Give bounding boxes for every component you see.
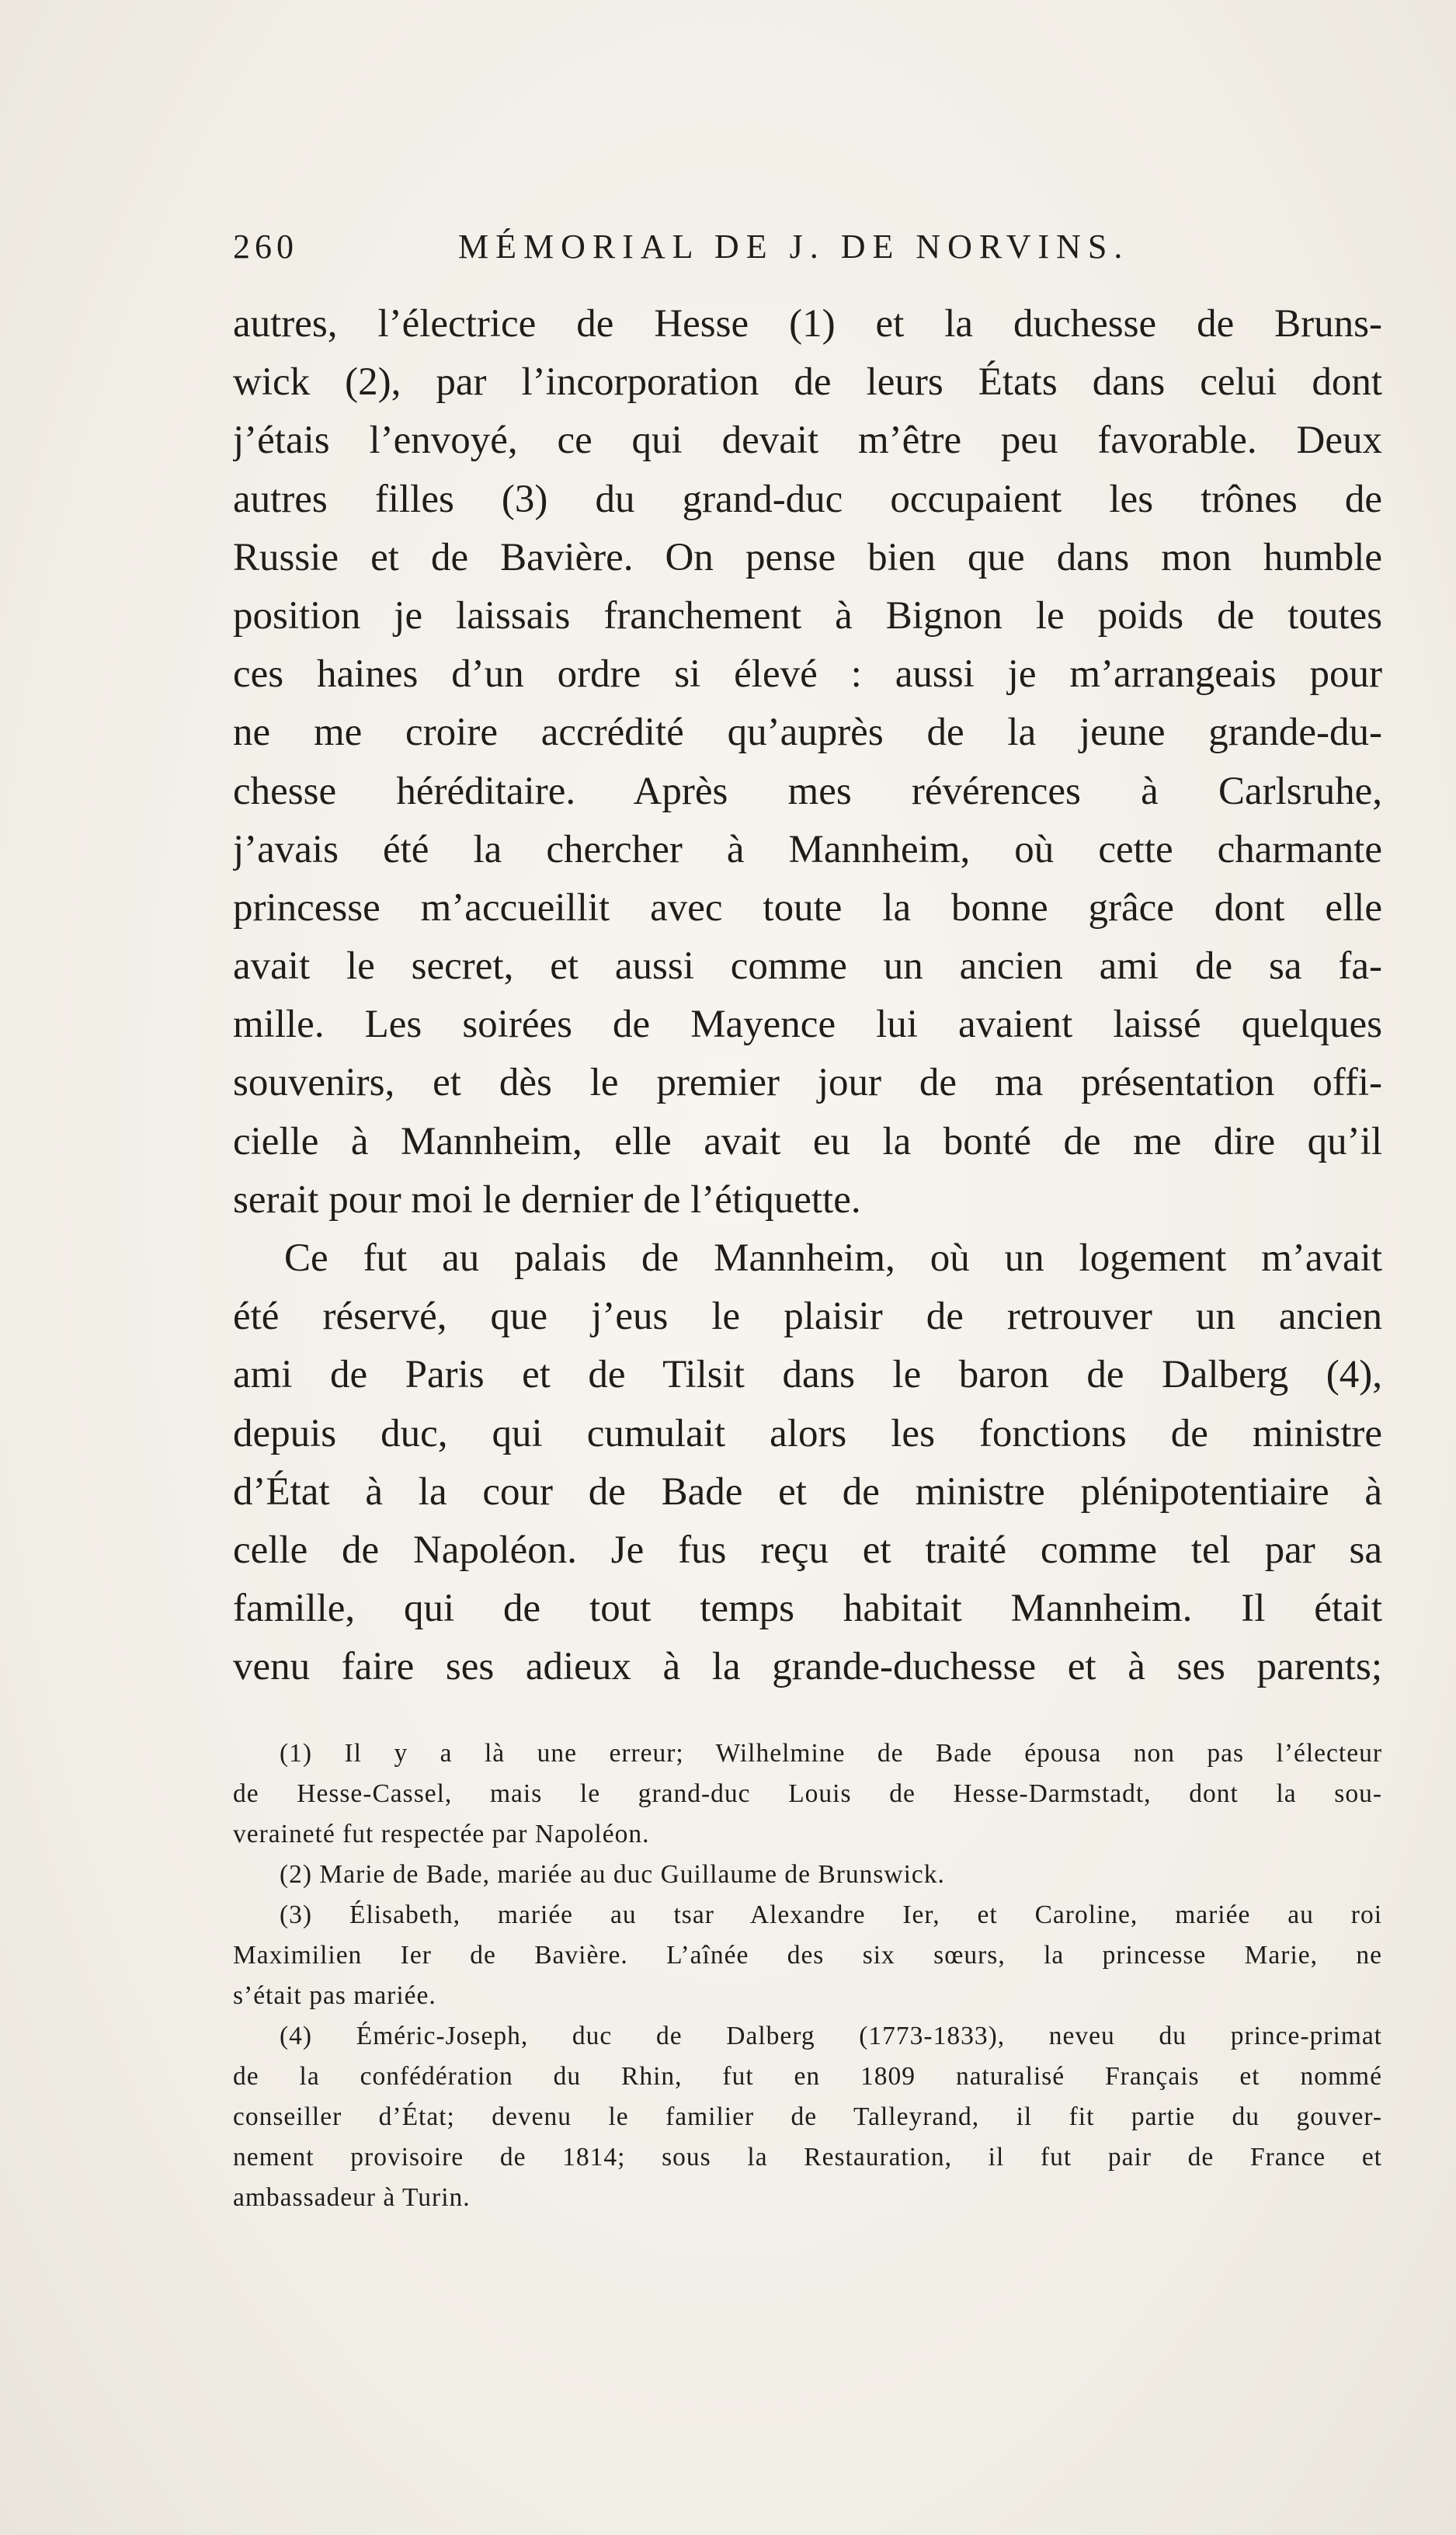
footnote-line: Maximilien Ier de Bavière. L’aînée des six sœurs, la princesse Marie, ne [233,1941,1382,1970]
footnote-line: (1) Il y a là une erreur; Wilhelmine de Bade épousa non pas l’électeur [280,1739,1382,1768]
body-line: été réservé, que j’eus le plaisir de retrouver un ancien [233,1295,1382,1339]
footnote-line: veraineté fut respectée par Napoléon. [233,1820,650,1848]
body-line: Ce fut au palais de Mannheim, où un logement m’avait [284,1236,1382,1280]
body-line: ami de Paris et de Tilsit dans le baron de Dalberg (4), [233,1353,1382,1397]
footnote-line: ambassadeur à Turin. [233,2183,471,2212]
body-line: avait le secret, et aussi comme un ancien ami de sa fa- [233,944,1382,989]
footnotes [233,1733,1382,2218]
footnote-line: de Hesse-Cassel, mais le grand-duc Louis de Hesse-Darmstadt, dont la sou- [233,1779,1382,1808]
body-text [233,295,1382,1697]
running-title: MÉMORIAL DE J. DE NORVINS. [458,228,1130,266]
body-line: ne me croire accrédité qu’auprès de la jeune grande-du- [233,711,1382,755]
footnote-line: de la confédération du Rhin, fut en 1809 naturalisé Français et nommé [233,2062,1382,2091]
footnote-line: (2) Marie de Bade, mariée au duc Guillaume de Brunswick. [280,1860,945,1889]
footnote-line: conseiller d’État; devenu le familier de Talleyrand, il fit partie du gouver- [233,2102,1382,2131]
body-line: wick (2), par l’incorporation de leurs États dans celui dont [233,360,1382,405]
body-line: princesse m’accueillit avec toute la bonne grâce dont elle [233,885,1382,930]
body-line: autres filles (3) du grand-duc occupaient les trônes de [233,477,1382,521]
footnote-line: s’était pas mariée. [233,1981,436,2010]
body-line: famille, qui de tout temps habitait Mannheim. Il était [233,1587,1382,1631]
body-line: autres, l’électrice de Hesse (1) et la duchesse de Bruns- [233,302,1382,346]
body-line: mille. Les soirées de Mayence lui avaient laissé quelques [233,1003,1382,1047]
body-line: ces haines d’un ordre si élevé : aussi je m’arrangeais pour [233,652,1382,697]
body-line: j’avais été la chercher à Mannheim, où cette charmante [233,827,1382,871]
body-line: venu faire ses adieux à la grande-duchesse et à ses parents; [233,1645,1382,1689]
body-line: depuis duc, qui cumulait alors les fonctions de ministre [233,1411,1382,1455]
footnote-line: (4) Éméric-Joseph, duc de Dalberg (1773-1833), neveu du prince-primat [280,2022,1382,2050]
page-header [233,227,1382,273]
body-line: j’étais l’envoyé, ce qui devait m’être peu favorable. Deux [233,419,1382,463]
body-line: serait pour moi le dernier de l’étiquette. [233,1177,861,1222]
body-line: Russie et de Bavière. On pense bien que dans mon humble [233,535,1382,579]
page-number: 260 [233,228,298,266]
body-line: chesse héréditaire. Après mes révérences à Carlsruhe, [233,769,1382,813]
body-line: d’État à la cour de Bade et de ministre plénipotentiaire à [233,1469,1382,1514]
body-line: celle de Napoléon. Je fus reçu et traité comme tel par sa [233,1528,1382,1572]
footnote-line: nement provisoire de 1814; sous la Restauration, il fut pair de France et [233,2143,1382,2172]
body-line: position je laissais franchement à Bignon le poids de toutes [233,593,1382,638]
footnote-line: (3) Élisabeth, mariée au tsar Alexandre Ier, et Caroline, mariée au roi [280,1900,1382,1929]
body-line: souvenirs, et dès le premier jour de ma présentation offi- [233,1061,1382,1105]
body-line: cielle à Mannheim, elle avait eu la bonté de me dire qu’il [233,1119,1382,1163]
